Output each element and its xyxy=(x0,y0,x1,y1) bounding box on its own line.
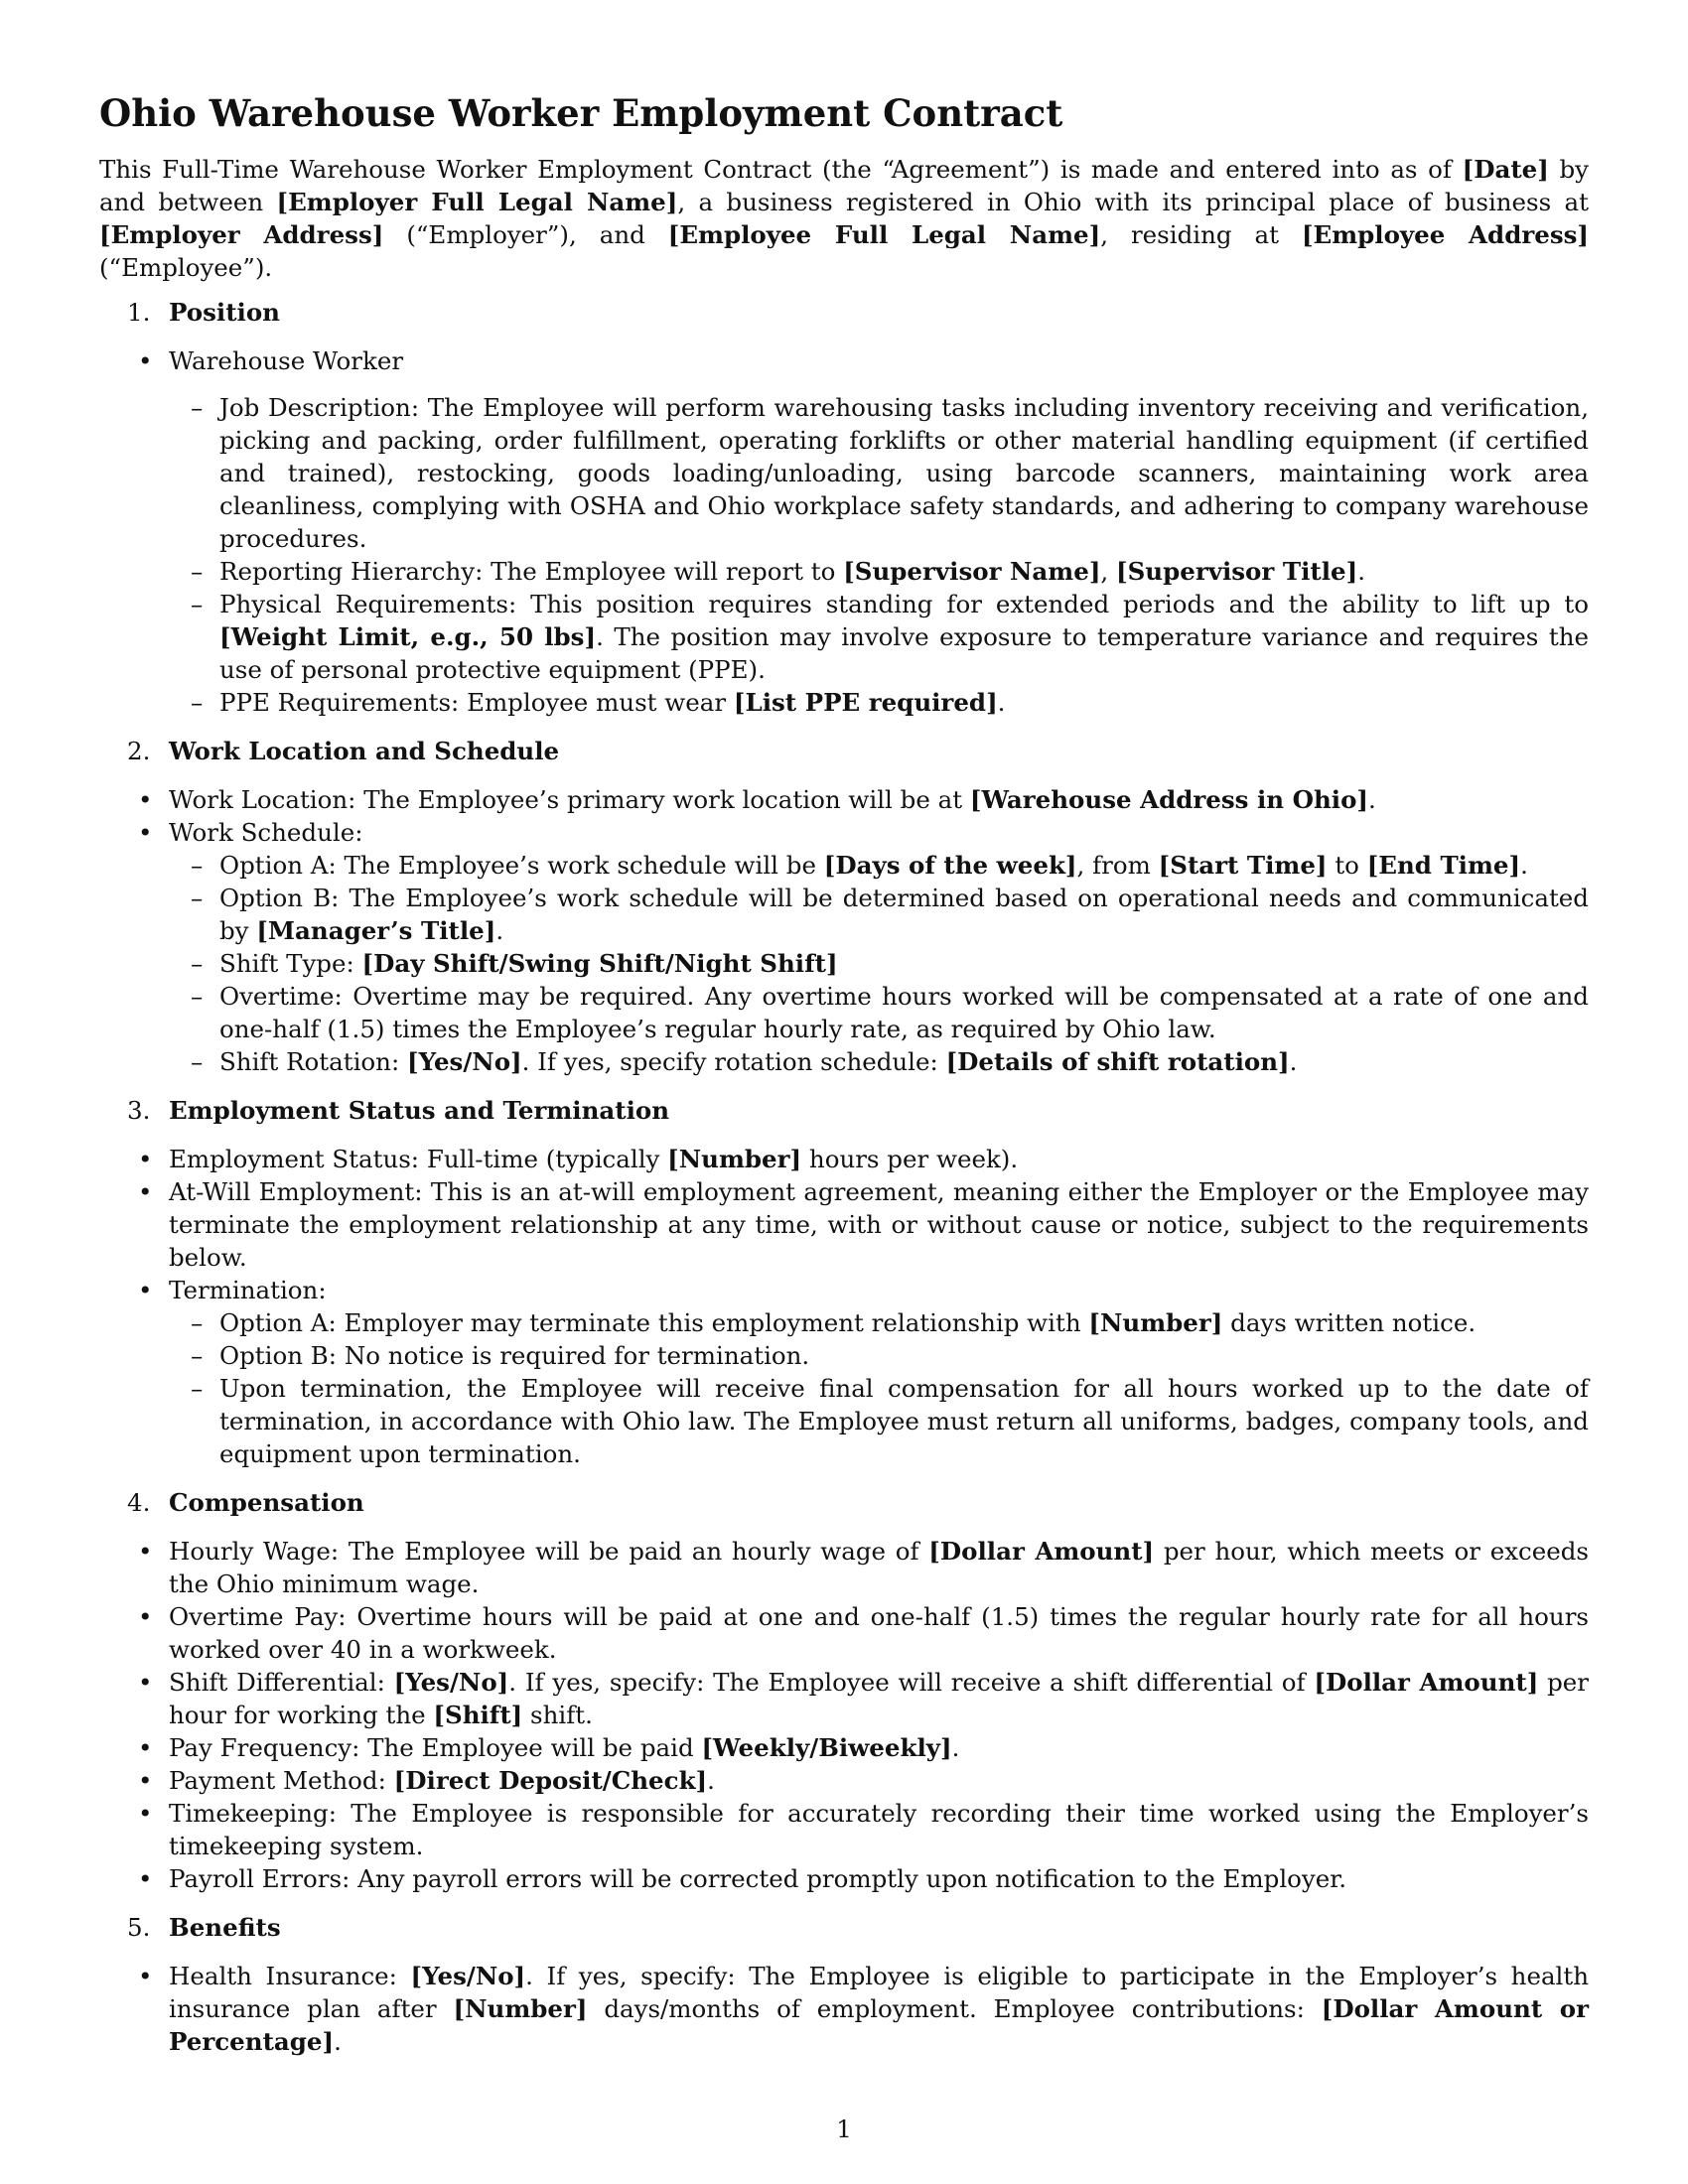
intro-paragraph xyxy=(99,153,1589,284)
item-text: per hour, which meets or exceeds the Ohio minimum wage. xyxy=(169,1537,1589,1598)
dash-icon: – xyxy=(191,590,204,618)
placeholder-date: [Date] xyxy=(1462,155,1549,184)
bullet-icon: • xyxy=(138,1799,153,1828)
placeholder-employer-address: [Employer Address] xyxy=(99,220,384,249)
item-text: Health Insurance: xyxy=(169,1962,411,1990)
placeholder: [Yes/No] xyxy=(407,1047,522,1076)
sub-item xyxy=(169,555,1589,588)
item-text: Hourly Wage: The Employee will be paid an hourly wage of xyxy=(169,1537,929,1566)
placeholder: [Supervisor Title] xyxy=(1116,557,1358,586)
item-text: days/months of employment. Employee contributions: xyxy=(587,1994,1322,2023)
dash-icon: – xyxy=(191,1308,204,1337)
placeholder: [Day Shift/Swing Shift/Night Shift] xyxy=(361,949,838,978)
sub-list xyxy=(169,1306,1589,1470)
item-text: Termination: xyxy=(169,1276,327,1304)
intro-text: by and between xyxy=(99,155,1589,216)
dash-icon: – xyxy=(191,982,204,1011)
placeholder: [List PPE required] xyxy=(733,688,998,717)
item-text: , from xyxy=(1076,851,1159,880)
list-item xyxy=(110,783,1589,816)
placeholder: [Details of shift rotation] xyxy=(945,1047,1290,1076)
bullet-list xyxy=(110,1143,1589,1470)
section-number: 1. xyxy=(127,298,151,327)
item-text: . xyxy=(707,1766,715,1795)
item-text: Timekeeping: The Employee is responsible for accurately recording their time worked using the Employer’s timekeeping system. xyxy=(169,1799,1589,1860)
bullet-list xyxy=(110,1535,1589,1895)
sub-item xyxy=(169,980,1589,1045)
sub-item xyxy=(169,391,1589,555)
placeholder: [Dollar Amount] xyxy=(1314,1668,1539,1697)
item-text: Overtime: Overtime may be required. Any overtime hours worked will be compensated at a rate of one and one-half (1.5) times the Employee’s regular hourly rate, as required by Ohio law. xyxy=(219,982,1589,1043)
section-title: Compensation xyxy=(169,1488,364,1517)
document-page xyxy=(99,91,1589,2074)
section-number: 2. xyxy=(127,737,151,765)
item-text: Shift Type: xyxy=(219,949,362,978)
bullet-list xyxy=(110,344,1589,719)
document-title: Ohio Warehouse Worker Employment Contract xyxy=(99,91,1063,135)
list-item xyxy=(110,1274,1589,1470)
item-text: . If yes, specify: The Employee will receive a shift differential of xyxy=(508,1668,1315,1697)
bullet-icon: • xyxy=(138,1537,153,1566)
bullet-icon: • xyxy=(138,1602,153,1631)
intro-text: , a business registered in Ohio with its principal place of business at xyxy=(677,188,1589,216)
placeholder: [Number] xyxy=(453,1994,588,2023)
list-item xyxy=(110,1797,1589,1862)
placeholder: [Weekly/Biweekly] xyxy=(701,1733,952,1762)
item-text: Employment Status: Full-time (typically xyxy=(169,1145,668,1173)
dash-icon: – xyxy=(191,1374,204,1403)
bullet-icon: • xyxy=(138,1668,153,1697)
item-text: Work Location: The Employee’s primary work location will be at xyxy=(169,785,970,814)
section-number: 5. xyxy=(127,1913,151,1942)
placeholder: [Number] xyxy=(667,1145,802,1173)
bullet-icon: • xyxy=(138,1733,153,1762)
item-text: Payment Method: xyxy=(169,1766,394,1795)
item-text: Upon termination, the Employee will receive final compensation for all hours worked up to the date of termination, in accordance with Ohio law. The Employee must return all uniforms, badges, company tools, and equipment upon termination. xyxy=(219,1374,1589,1468)
sub-item xyxy=(169,1306,1589,1339)
dash-icon: – xyxy=(191,688,204,717)
item-text: . xyxy=(495,916,504,945)
bullet-icon: • xyxy=(138,1145,153,1173)
section-title: Employment Status and Termination xyxy=(169,1096,670,1125)
item-text: Option A: Employer may terminate this employment relationship with xyxy=(219,1308,1089,1337)
placeholder-employee-address: [Employee Address] xyxy=(1301,220,1589,249)
placeholder-employee-name: [Employee Full Legal Name] xyxy=(667,220,1101,249)
item-text: Physical Requirements: This position requires standing for extended periods and the ability to lift up to xyxy=(219,590,1589,618)
section-list xyxy=(99,296,1589,2058)
section-number: 4. xyxy=(127,1488,151,1517)
bullet-icon: • xyxy=(138,1276,153,1304)
dash-icon: – xyxy=(191,557,204,586)
item-text: Payroll Errors: Any payroll errors will be corrected promptly upon notification to the Employer. xyxy=(169,1864,1347,1893)
item-text: shift. xyxy=(522,1701,593,1729)
sub-item xyxy=(169,1045,1589,1078)
sub-list xyxy=(169,849,1589,1078)
bullet-icon: • xyxy=(138,1177,153,1206)
section-benefits xyxy=(99,1911,1589,2058)
list-item xyxy=(110,344,1589,719)
bullet-icon: • xyxy=(138,785,153,814)
item-text: . xyxy=(951,1733,960,1762)
list-item xyxy=(110,1143,1589,1175)
bullet-icon: • xyxy=(138,1766,153,1795)
dash-icon: – xyxy=(191,851,204,880)
section-work-location xyxy=(99,735,1589,1078)
placeholder: [Yes/No] xyxy=(393,1668,509,1697)
page-number: 1 xyxy=(836,2115,852,2143)
item-text: Option B: The Employee’s work schedule will be determined based on operational needs and communicated by xyxy=(219,884,1589,945)
item-text: PPE Requirements: Employee must wear xyxy=(219,688,734,717)
list-item xyxy=(110,1764,1589,1797)
dash-icon: – xyxy=(191,1047,204,1076)
bullet-icon: • xyxy=(138,1864,153,1893)
bullet-icon: • xyxy=(138,1962,153,1990)
placeholder: [Number] xyxy=(1088,1308,1223,1337)
section-title: Position xyxy=(169,298,280,327)
item-text: days written notice. xyxy=(1222,1308,1477,1337)
list-item xyxy=(110,1175,1589,1274)
placeholder: [Yes/No] xyxy=(410,1962,526,1990)
item-text: . xyxy=(1368,785,1376,814)
intro-text: (“Employer”), and xyxy=(383,220,668,249)
intro-text: , residing at xyxy=(1100,220,1302,249)
item-text: Option B: No notice is required for termination. xyxy=(219,1341,810,1370)
placeholder: [Direct Deposit/Check] xyxy=(393,1766,708,1795)
placeholder: [Shift] xyxy=(433,1701,523,1729)
dash-icon: – xyxy=(191,1341,204,1370)
section-title: Work Location and Schedule xyxy=(169,737,560,765)
placeholder: [Supervisor Name] xyxy=(843,557,1101,586)
item-text: Warehouse Worker xyxy=(169,346,404,375)
sub-item xyxy=(169,947,1589,980)
sub-item xyxy=(169,849,1589,882)
section-position xyxy=(99,296,1589,719)
list-item xyxy=(110,1731,1589,1764)
bullet-list xyxy=(110,1960,1589,2058)
sub-item xyxy=(169,588,1589,686)
placeholder: [End Time] xyxy=(1366,851,1521,880)
intro-text: This Full-Time Warehouse Worker Employment Contract (the “Agreement”) is made and entered into as of xyxy=(99,155,1463,184)
placeholder: [Days of the week] xyxy=(823,851,1077,880)
item-text: . xyxy=(1357,557,1365,586)
item-text: At-Will Employment: This is an at-will employment agreement, meaning either the Employer or the Employee may terminate the employment relationship at any time, with or without cause or notice, subject to the requirements below. xyxy=(169,1177,1589,1272)
list-item xyxy=(110,1535,1589,1600)
section-title: Benefits xyxy=(169,1913,281,1942)
item-text: Shift Rotation: xyxy=(219,1047,408,1076)
item-text: Reporting Hierarchy: The Employee will report to xyxy=(219,557,844,586)
placeholder: [Warehouse Address in Ohio] xyxy=(969,785,1369,814)
bullet-list xyxy=(110,783,1589,1078)
item-text: . If yes, specify rotation schedule: xyxy=(521,1047,946,1076)
sub-item xyxy=(169,686,1589,719)
item-text: , xyxy=(1100,557,1116,586)
dash-icon: – xyxy=(191,884,204,912)
item-text: Job Description: The Employee will perform warehousing tasks including inventory receiving and verification, picking and packing, order fulfillment, operating forklifts or other material handling equipment (if certified and trained), restocking, goods loading/unloading, using barcode scanners, maintaining work area cleanliness, complying with OSHA and Ohio workplace safety standards, and adhering to company warehouse procedures. xyxy=(219,393,1589,553)
sub-item xyxy=(169,1339,1589,1372)
sub-item xyxy=(169,882,1589,947)
placeholder: [Dollar Amount or Percentage] xyxy=(169,1994,1589,2056)
section-employment-status xyxy=(99,1094,1589,1470)
bullet-icon: • xyxy=(138,346,153,375)
placeholder-employer-name: [Employer Full Legal Name] xyxy=(276,188,678,216)
dash-icon: – xyxy=(191,949,204,978)
bullet-icon: • xyxy=(138,818,153,847)
item-text: . xyxy=(997,688,1006,717)
intro-text: (“Employee”). xyxy=(99,253,273,282)
dash-icon: – xyxy=(191,393,204,422)
placeholder: [Start Time] xyxy=(1158,851,1328,880)
item-text: per hour for working the xyxy=(169,1668,1589,1729)
item-text: Overtime Pay: Overtime hours will be paid at one and one-half (1.5) times the regular hourly rate for all hours worked over 40 in a workweek. xyxy=(169,1602,1589,1664)
item-text: Work Schedule: xyxy=(169,818,363,847)
list-item xyxy=(110,1666,1589,1731)
item-text: . xyxy=(334,2027,342,2056)
list-item xyxy=(110,1960,1589,2058)
item-text: Shift Differential: xyxy=(169,1668,394,1697)
item-text: . The position may involve exposure to temperature variance and requires the use of personal protective equipment (PPE). xyxy=(219,622,1589,684)
list-item xyxy=(110,816,1589,1078)
item-text: Option A: The Employee’s work schedule will be xyxy=(219,851,824,880)
list-item xyxy=(110,1862,1589,1895)
placeholder: [Manager’s Title] xyxy=(256,916,496,945)
section-compensation xyxy=(99,1486,1589,1895)
list-item xyxy=(110,1600,1589,1666)
item-text: . xyxy=(1520,851,1528,880)
item-text: hours per week). xyxy=(801,1145,1019,1173)
sub-item xyxy=(169,1372,1589,1470)
placeholder: [Dollar Amount] xyxy=(928,1537,1155,1566)
item-text: . If yes, specify: The Employee is eligible to participate in the Employer’s health insurance plan after xyxy=(169,1962,1590,2023)
item-text: to xyxy=(1327,851,1367,880)
sub-list xyxy=(169,391,1589,719)
item-text: Pay Frequency: The Employee will be paid xyxy=(169,1733,702,1762)
placeholder: [Weight Limit, e.g., 50 lbs] xyxy=(219,622,597,651)
item-text: . xyxy=(1289,1047,1298,1076)
section-number: 3. xyxy=(127,1096,151,1125)
